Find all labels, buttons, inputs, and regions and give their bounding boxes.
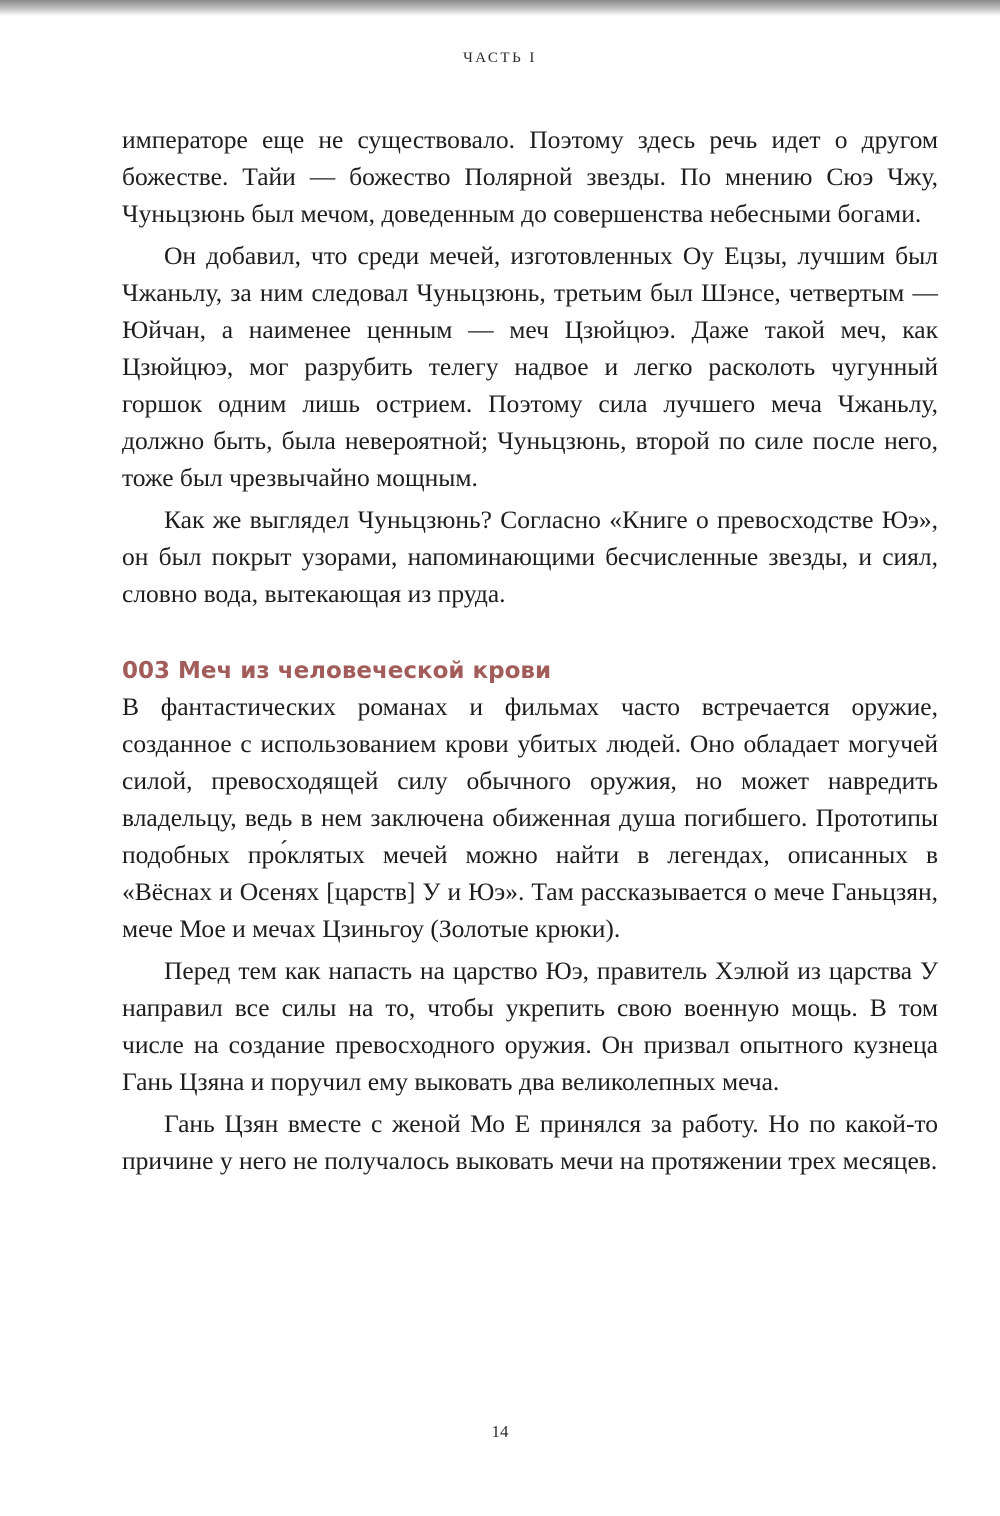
paragraph-continued: императоре еще не существовало. Поэтому здесь речь идет о другом божестве. Тайи — божество Полярной звезды. По мнению Сюэ Чжу, Чуньцзюнь был мечом, доведенным до совершенства небесными богами. (122, 125, 938, 228)
section-heading: 003 Меч из человеческой крови (122, 658, 552, 684)
paragraph: В фантастических романах и фильмах часто встречается оружие, созданное с использованием крови убитых людей. Оно обладает могучей силой, превосходящей силу обычного оружия, но может навредить владельцу, ведь в нем заключена обиженная душа погибшего. Прототипы подобных про́клятых мечей можно найти в легендах, описанных в «Вёснах и Осенях [царств] У и Юэ». Там рассказывается о мече Ганьцзян, мече Мое и мечах Цзиньгоу (Золотые крюки). (122, 692, 938, 943)
page-top-edge (0, 0, 1000, 16)
page-number: 14 (491, 1422, 509, 1441)
paragraph: Он добавил, что среди мечей, изготовленных Оу Ецзы, лучшим был Чжаньлу, за ним следовал Чуньцзюнь, третьим был Шэнсе, четвертым — Юйчан, а наименее ценным — меч Цзюйцюэ. Даже такой меч, как Цзюйцюэ, мог разрубить телегу надвое и легко расколоть чугунный горшок одним лишь острием. Поэтому сила лучшего меча Чжаньлу, должно быть, была невероятной; Чуньцзюнь, второй по силе после него, тоже был чрезвычайно мощным. (122, 241, 938, 492)
running-head: ЧАСТЬ I (463, 50, 537, 66)
paragraph: Как же выглядел Чуньцзюнь? Согласно «Книге о превосходстве Юэ», он был покрыт узорами, напоминающими бесчисленные звезды, и сиял, словно вода, вытекающая из пруда. (122, 505, 938, 608)
paragraph: Перед тем как напасть на царство Юэ, правитель Хэлюй из царства У направил все силы на то, чтобы укрепить свою военную мощь. В том числе на создание превосходного оружия. Он призвал опытного кузнеца Гань Цзяна и поручил ему выковать два великолепных меча. (122, 956, 938, 1096)
paragraph: Гань Цзян вместе с женой Мо Е принялся за работу. Но по какой-то причине у него не получалось выковать мечи на протяжении трех месяцев. (122, 1109, 938, 1175)
body-text (122, 121, 938, 1179)
